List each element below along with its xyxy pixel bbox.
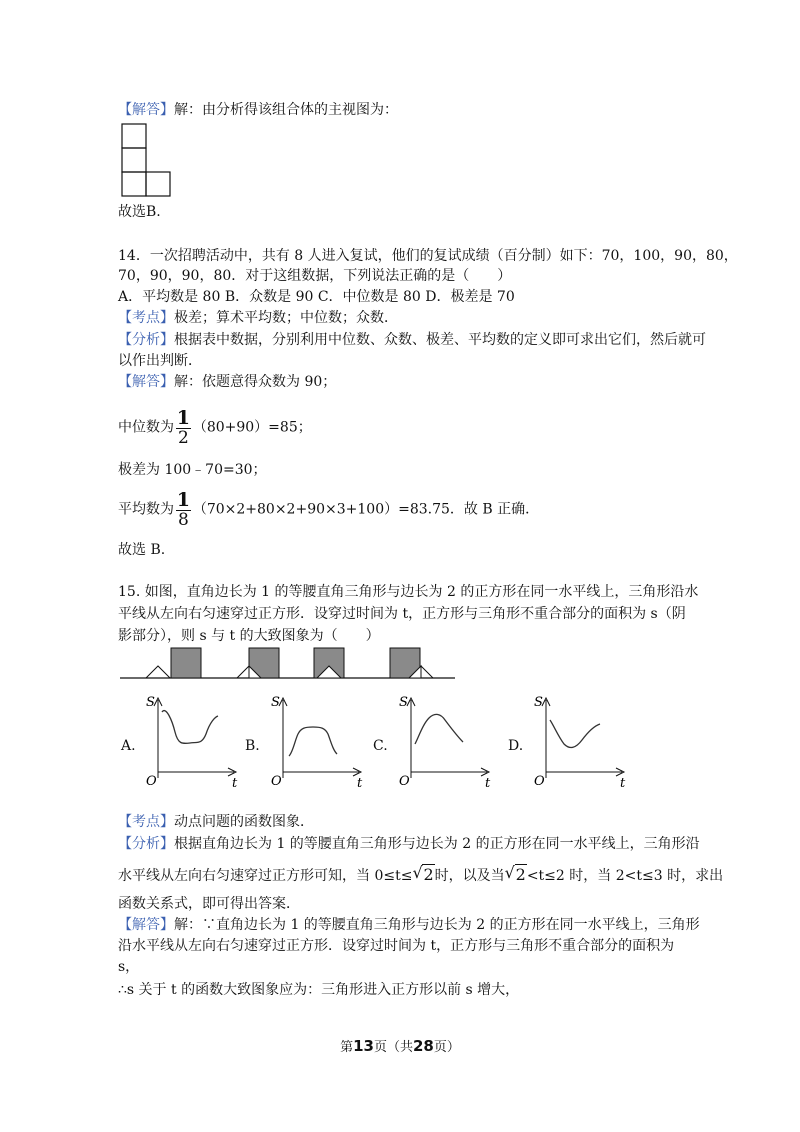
axis-o-label: O <box>146 774 157 789</box>
q15-kaodian <box>118 812 314 832</box>
q15-fenxi <box>118 834 700 854</box>
q15-fenxi-line2 <box>118 862 723 889</box>
q14-kaodian-tag: 【考点】 <box>118 310 174 326</box>
axis-t-label: t <box>232 776 238 791</box>
option-d-label[interactable]: D. <box>508 738 524 754</box>
q15-fenxi-line3: 函数关系式，即可得出答案． <box>118 896 300 912</box>
q15-jieda-line2: 沿水平线从左向右匀速穿过正方形．设穿过时间为 t，正方形与三角形不重合部分的面积为 <box>118 938 675 954</box>
q15-fenxi-tag: 【分析】 <box>118 836 174 852</box>
footer-post: 页） <box>433 1040 460 1055</box>
q15-kaodian-text: 动点问题的函数图象． <box>174 814 314 830</box>
q15-jieda <box>118 915 700 935</box>
q14-stem-line2: 70，90，90，80．对于这组数据，下列说法正确的是（ ） <box>118 268 512 284</box>
page-footer <box>0 1036 800 1055</box>
q14-fenxi-tag: 【分析】 <box>118 332 174 348</box>
option-c-graph[interactable] <box>393 692 498 792</box>
footer-mid: 页（共 <box>373 1040 413 1055</box>
q14-options: A．平均数是 80 B．众数是 90 C．中位数是 80 D．极差是 70 <box>118 289 515 305</box>
q14-jieda <box>118 372 336 392</box>
q15-kaodian-tag: 【考点】 <box>118 814 174 830</box>
median-rest: （80+90）=85； <box>192 419 312 436</box>
q14-jieda-tag: 【解答】 <box>118 374 174 390</box>
median-fraction <box>176 408 191 447</box>
q13-answer-line <box>118 100 398 120</box>
q14-kaodian-text: 极差；算术平均数；中位数；众数． <box>174 310 398 326</box>
option-a-graph[interactable] <box>140 692 245 792</box>
q15-jieda-line3: s， <box>118 959 140 975</box>
axis-o-label: O <box>399 774 410 789</box>
footer-page-number: 13 <box>353 1037 374 1055</box>
q15-fenxi-text1: 根据直角边长为 1 的等腰直角三角形与边长为 2 的正方形在同一水平线上，三角形沿 <box>174 836 700 852</box>
q13-answer-text: 解：由分析得该组合体的主视图为： <box>174 102 398 118</box>
q15-jieda-line4: ∴s 关于 t 的函数大致图象应为：三角形进入正方形以前 s 增大， <box>118 982 520 998</box>
q15-stem-line1: 15. 如图，直角边长为 1 的等腰直角三角形与边长为 2 的正方形在同一水平线上，三角形沿水 <box>118 584 699 600</box>
q15-stem-line3: 影部分），则 s 与 t 的大致图象为（ ） <box>118 628 380 644</box>
mean-fraction <box>176 490 191 529</box>
axis-t-label: t <box>357 776 363 791</box>
q14-kaodian <box>118 308 398 328</box>
front-view-figure <box>121 123 171 198</box>
sliding-triangle-figure <box>110 645 460 685</box>
axis-o-label: O <box>534 774 545 789</box>
mean-numerator: 1 <box>176 489 191 511</box>
q15-stem-line2: 平线从左向右匀速穿过正方形．设穿过时间为 t，正方形与三角形不重合部分的面积为 s（阴 <box>118 606 686 622</box>
median-numerator: 1 <box>176 407 191 429</box>
footer-total-pages: 28 <box>413 1037 434 1055</box>
option-d-graph[interactable] <box>528 692 633 792</box>
q14-choice: 故选 B. <box>118 542 166 558</box>
median-denominator: 2 <box>178 428 189 448</box>
axis-t-label: t <box>620 776 626 791</box>
option-b-graph[interactable] <box>265 692 370 792</box>
q14-stem-line1: 14．一次招聘活动中，共有 8 人进入复试，他们的复试成绩（百分制）如下：70，100，90，80， <box>118 248 738 264</box>
sqrt-2-second: √ 2 <box>504 863 526 884</box>
fenxi-line2-a: 水平线从左向右匀速穿过正方形可知，当 0≤t≤ <box>118 868 413 884</box>
axis-s-label: S <box>271 695 280 710</box>
q14-fenxi-line2: 以作出判断． <box>118 353 202 369</box>
option-c-label[interactable]: C. <box>373 738 388 754</box>
mean-prefix: 平均数为 <box>118 501 174 518</box>
q14-mean-line <box>118 490 539 529</box>
axis-t-label: t <box>485 776 491 791</box>
mean-rest: （70×2+80×2+90×3+100）=83.75．故 B 正确． <box>192 501 540 518</box>
q14-jieda-text: 解：依题意得众数为 90； <box>174 374 337 390</box>
mean-denominator: 8 <box>178 510 189 530</box>
axis-s-label: S <box>534 695 543 710</box>
axis-s-label: S <box>146 695 155 710</box>
q13-answer-tag: 【解答】 <box>118 102 174 118</box>
sqrt-2-first: √ 2 <box>412 863 434 884</box>
q14-range-line: 极差为 100﹣70=30； <box>118 462 267 478</box>
axis-o-label: O <box>271 774 282 789</box>
fenxi-line2-b: 时，以及当 <box>434 868 505 884</box>
q14-median-line <box>118 408 312 447</box>
axis-s-label: S <box>399 695 408 710</box>
q14-fenxi <box>118 330 706 350</box>
q15-jieda-tag: 【解答】 <box>118 917 174 933</box>
q13-choice: 故选B. <box>118 204 161 220</box>
q15-jieda-text1: 解：∵直角边长为 1 的等腰直角三角形与边长为 2 的正方形在同一水平线上，三角形 <box>174 917 700 933</box>
q14-fenxi-text1: 根据表中数据，分别利用中位数、众数、极差、平均数的定义即可求出它们，然后就可 <box>174 332 706 348</box>
option-a-label[interactable]: A. <box>121 738 136 754</box>
fenxi-line2-c: <t≤2 时，当 2<t≤3 时，求出 <box>526 868 724 884</box>
footer-pre: 第 <box>340 1040 354 1055</box>
option-b-label[interactable]: B. <box>245 738 260 754</box>
median-prefix: 中位数为 <box>118 419 174 436</box>
